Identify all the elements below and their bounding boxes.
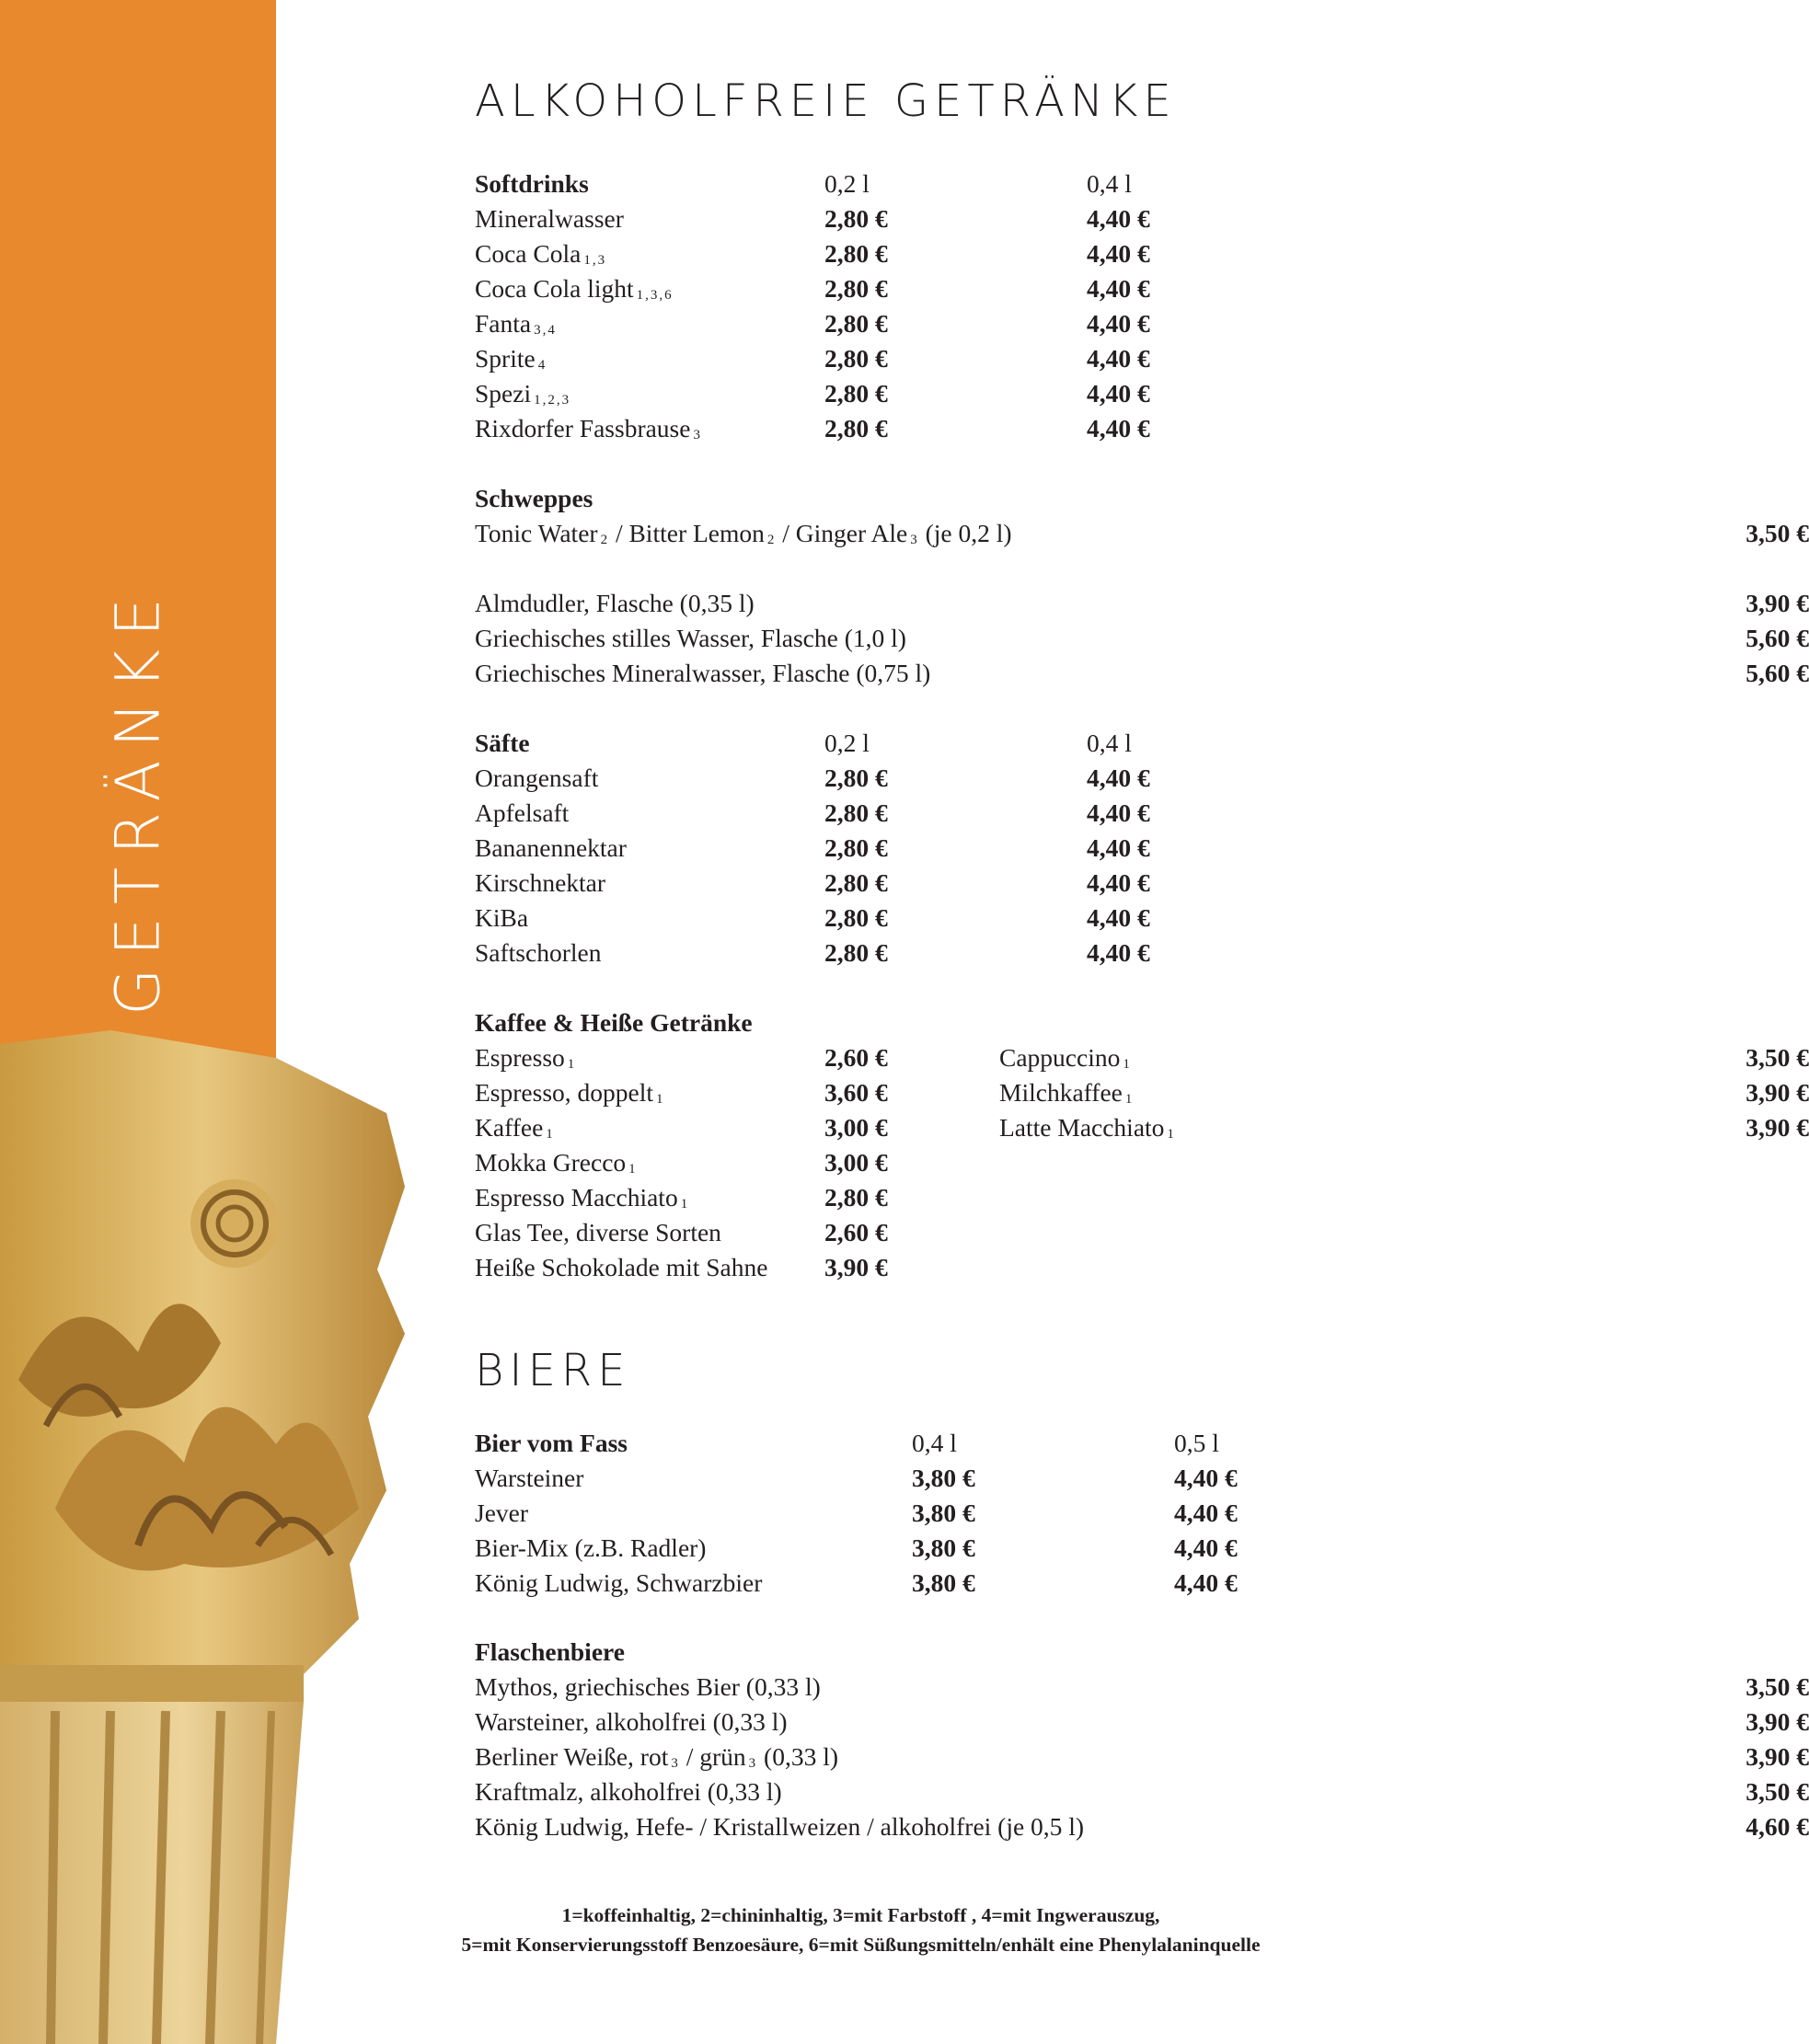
item-price: 5,60 € — [1746, 659, 1809, 687]
item-price: 3,90 € — [1746, 1742, 1809, 1771]
item-price-small: 2,80 € — [824, 903, 888, 932]
item-name: KiBa — [475, 903, 529, 932]
item-price: 3,50 € — [1746, 1043, 1809, 1072]
item-name: Glas Tee, diverse Sorten — [475, 1218, 721, 1246]
item-price-small: 2,80 € — [824, 344, 888, 373]
item-price-large: 4,40 € — [1087, 379, 1150, 408]
item-price-large: 4,40 € — [1087, 903, 1150, 932]
item-name: Sprite $_4$ — [475, 344, 547, 373]
item-name: Griechisches stilles Wasser, Flasche (1,0 l) — [475, 624, 906, 652]
item-price-small: 2,80 € — [824, 414, 888, 442]
item-price-small: 3,80 € — [912, 1464, 975, 1492]
item-price: 3,50 € — [1746, 519, 1809, 547]
item-price: 3,90 € — [1746, 1113, 1809, 1142]
item-price: 3,00 € — [824, 1148, 888, 1177]
item-price-large: 4,40 € — [1087, 344, 1150, 373]
item-name: Latte Macchiato $_1$ — [999, 1113, 1176, 1142]
item-name: Warsteiner, alkoholfrei (0,33 l) — [475, 1707, 788, 1736]
item-price: 3,00 € — [824, 1113, 888, 1142]
item-price-large: 4,40 € — [1087, 833, 1150, 862]
item-price: 3,90 € — [1746, 589, 1809, 617]
size-label: 0,5 l — [1174, 1429, 1219, 1457]
item-name: Almdudler, Flasche (0,35 l) — [475, 589, 755, 617]
item-name: Fanta $_{3,4}$ — [475, 309, 557, 338]
item-price-small: 3,80 € — [912, 1568, 975, 1597]
item-price-large: 4,40 € — [1087, 239, 1150, 268]
item-price-small: 2,80 € — [824, 379, 888, 408]
item-name: Kaffee $_1$ — [475, 1113, 555, 1142]
item-name: Warsteiner — [475, 1464, 584, 1492]
item-name: Saftschorlen — [475, 938, 602, 967]
item-price: 2,80 € — [824, 1183, 888, 1211]
size-label: 0,2 l — [824, 169, 870, 198]
item-price: 3,50 € — [1746, 1672, 1809, 1701]
item-price-small: 2,80 € — [824, 798, 888, 827]
footnote — [276, 1900, 1446, 1959]
item-price: 3,50 € — [1746, 1777, 1809, 1806]
item-price: 3,90 € — [824, 1253, 888, 1281]
item-price: 3,90 € — [1746, 1078, 1809, 1107]
item-price-small: 3,80 € — [912, 1499, 975, 1527]
section-title-biere: BIERE — [475, 1345, 631, 1396]
item-price-large: 4,40 € — [1174, 1568, 1238, 1597]
item-price-small: 2,80 € — [824, 239, 888, 268]
item-price-small: 3,80 € — [912, 1533, 975, 1562]
item-name: König Ludwig, Schwarzbier — [475, 1568, 763, 1597]
schweppes-heading: Schweppes — [475, 484, 593, 512]
item-price-small: 2,80 € — [824, 274, 888, 303]
item-name: Espresso Macchiato $_1$ — [475, 1183, 690, 1211]
softdrinks-heading: Softdrinks — [475, 169, 589, 198]
item-price-small: 2,80 € — [824, 204, 888, 233]
footnote-line-2: 5=mit Konservierungsstoff Benzoesäure, 6=mit Süßungsmitteln/enhält eine Phenylalaninquelle — [461, 1934, 1261, 1956]
item-price-large: 4,40 € — [1087, 868, 1150, 897]
item-price: 2,60 € — [824, 1043, 888, 1072]
item-price-small: 2,80 € — [824, 309, 888, 338]
item-name: König Ludwig, Hefe- / Kristallweizen / alkoholfrei (je 0,5 l) — [475, 1812, 1085, 1841]
side-title: GETRÄNKE — [102, 585, 174, 1016]
item-name: Bananennektar — [475, 833, 627, 862]
item-price-large: 4,40 € — [1087, 204, 1150, 233]
item-name: Espresso $_1$ — [475, 1043, 577, 1072]
kaffee-heading: Kaffee & Heiße Getränke — [475, 1008, 753, 1037]
item-price: 3,60 € — [824, 1078, 888, 1107]
item-name: Mythos, griechisches Bier (0,33 l) — [475, 1672, 821, 1701]
saefte-heading: Säfte — [475, 729, 530, 757]
size-label: 0,4 l — [1087, 169, 1132, 198]
item-price: 2,60 € — [824, 1218, 888, 1246]
item-name: Cappuccino $_1$ — [999, 1043, 1132, 1072]
item-price-large: 4,40 € — [1087, 938, 1150, 967]
item-name: Apfelsaft — [475, 798, 570, 827]
item-price-large: 4,40 € — [1174, 1499, 1238, 1527]
item-name: Rixdorfer Fassbrause $_3$ — [475, 414, 702, 442]
flaschen-heading: Flaschenbiere — [475, 1637, 625, 1666]
section-title-alkoholfrei: ALKOHOLFREIE GETRÄNKE — [475, 75, 1177, 127]
footnote-line-1: 1=koffeinhaltig, 2=chininhaltig, 3=mit Farbstoff , 4=mit Ingwerauszug, — [561, 1904, 1160, 1926]
item-name: Bier-Mix (z.B. Radler) — [475, 1533, 707, 1562]
item-price-large: 4,40 € — [1174, 1464, 1238, 1492]
item-price-small: 2,80 € — [824, 833, 888, 862]
item-name: Milchkaffee $_1$ — [999, 1078, 1135, 1107]
item-price: 4,60 € — [1746, 1812, 1809, 1841]
size-label: 0,2 l — [824, 729, 870, 757]
item-name: Mineralwasser — [475, 204, 624, 233]
size-label: 0,4 l — [1087, 729, 1132, 757]
item-price-large: 4,40 € — [1174, 1533, 1238, 1562]
column-capital-image — [0, 1030, 432, 2044]
item-price-large: 4,40 € — [1087, 798, 1150, 827]
schweppes-line: Tonic Water $_2$ / Bitter Lemon $_2$ / Ginger Ale $_3$ (je 0,2 l) — [475, 519, 1012, 547]
item-name: Coca Cola $_{1,3}$ — [475, 239, 607, 268]
item-name: Griechisches Mineralwasser, Flasche (0,75 l) — [475, 659, 931, 687]
item-name: Kraftmalz, alkoholfrei (0,33 l) — [475, 1777, 782, 1806]
item-name: Orangensaft — [475, 764, 599, 792]
item-name: Berliner Weiße, rot $_3$ / grün $_3$ (0,33 l) — [475, 1742, 838, 1771]
item-price-large: 4,40 € — [1087, 414, 1150, 442]
item-price: 5,60 € — [1746, 624, 1809, 652]
item-price: 3,90 € — [1746, 1707, 1809, 1736]
fass-heading: Bier vom Fass — [475, 1429, 628, 1457]
item-name: Kirschnektar — [475, 868, 606, 897]
item-name: Jever — [475, 1499, 529, 1527]
item-name: Espresso, doppelt $_1$ — [475, 1078, 665, 1107]
item-price-large: 4,40 € — [1087, 309, 1150, 338]
item-price-small: 2,80 € — [824, 764, 888, 792]
item-price-small: 2,80 € — [824, 938, 888, 967]
item-price-small: 2,80 € — [824, 868, 888, 897]
item-price-large: 4,40 € — [1087, 764, 1150, 792]
item-name: Coca Cola light $_{1,3,6}$ — [475, 274, 674, 303]
item-name: Mokka Grecco $_1$ — [475, 1148, 638, 1177]
size-label: 0,4 l — [912, 1429, 957, 1457]
item-name: Heiße Schokolade mit Sahne — [475, 1253, 768, 1281]
item-name: Spezi $_{1,2,3}$ — [475, 379, 571, 408]
item-price-large: 4,40 € — [1087, 274, 1150, 303]
